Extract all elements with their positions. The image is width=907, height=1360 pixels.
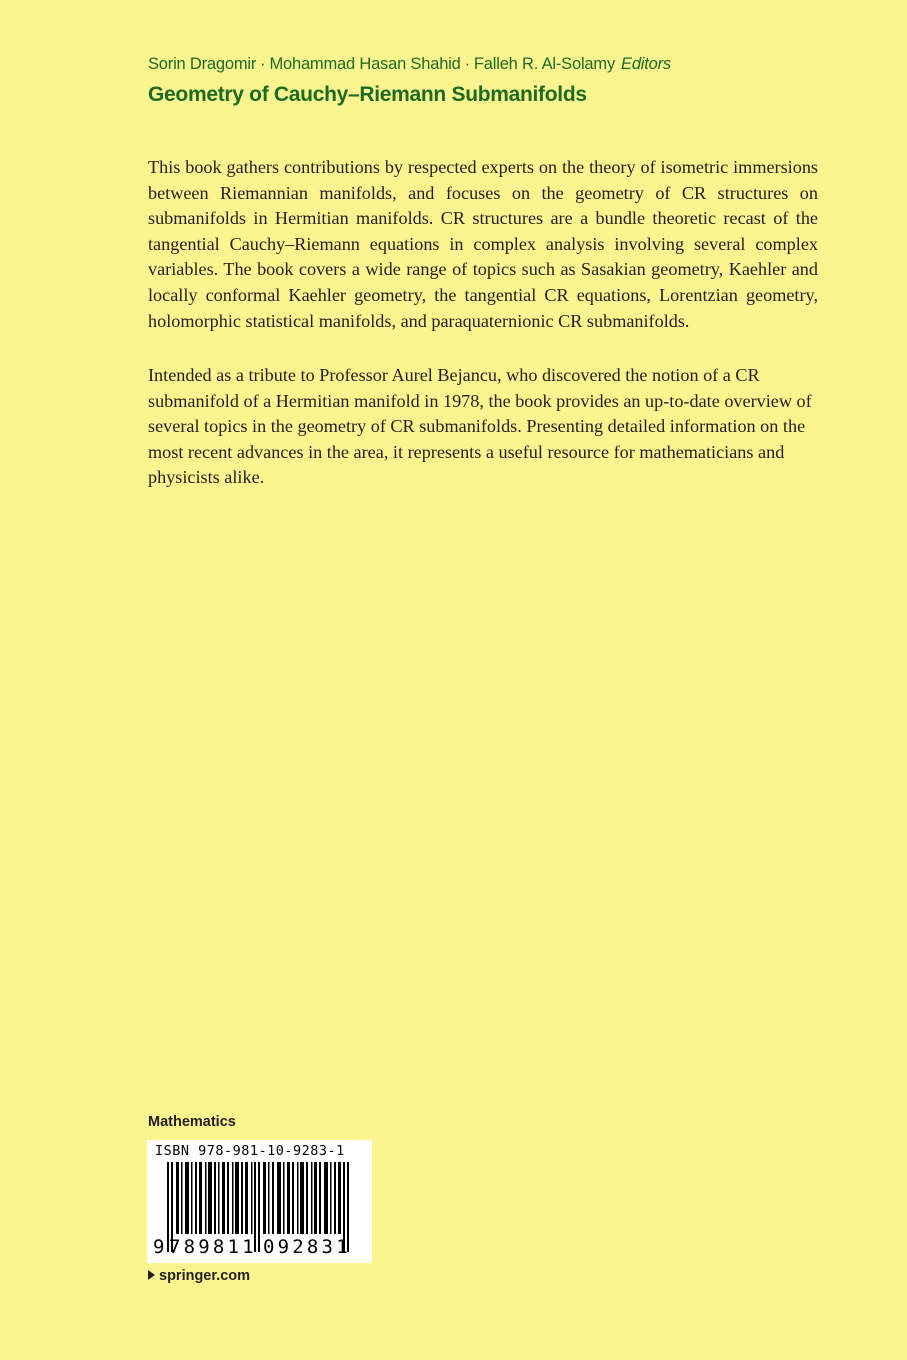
website-link[interactable] <box>148 1268 250 1284</box>
ean-digit-first: 9 <box>153 1236 165 1258</box>
editor-separator: · <box>260 55 266 73</box>
editor-separator: · <box>464 55 470 73</box>
website-text: springer.com <box>159 1268 251 1284</box>
isbn-label: ISBN 978-981-10-9283-1 <box>155 1143 345 1159</box>
editor-name: Sorin Dragomir <box>148 55 257 73</box>
ean-digits-left: 789811 <box>169 1236 257 1258</box>
blurb-paragraph-1: This book gathers contributions by respected experts on the theory of isometric immersions between Riemannian manifolds, and focuses on the geometry of CR structures on submanifolds in Hermitian manifolds. CR structures are a bundle theoretic recast of the tangential Cauchy–Riemann equations in complex analysis involving several complex variables. The book covers a wide range of topics such as Sasakian geometry, Kaehler and locally conformal Kaehler geometry, the tangential CR equations, Lorentzian geometry, holomorphic statistical manifolds, and paraquaternionic CR submanifolds. <box>148 157 818 331</box>
editor-name: Falleh R. Al-Solamy <box>473 55 616 73</box>
ean-digits-right: 092831 <box>263 1236 351 1258</box>
blurb-paragraph-2: Intended as a tribute to Professor Aurel Bejancu, who discovered the notion of a CR submanifold of a Hermitian manifold in 1978, the book provides an up-to-date overview of several topics in the geometry of CR submanifolds. Presenting detailed information on the most recent advances in the area, it represents a useful resource for mathematicians and physicists alike. <box>148 365 812 488</box>
book-title: Geometry of Cauchy–Riemann Submanifolds <box>148 83 587 106</box>
isbn-barcode <box>147 1140 372 1263</box>
editors-line <box>148 55 671 74</box>
arrow-right-icon <box>148 1270 155 1280</box>
subject-category: Mathematics <box>148 1114 236 1130</box>
editors-role: Editors <box>621 55 671 73</box>
editor-name: Mohammad Hasan Shahid <box>269 55 461 73</box>
